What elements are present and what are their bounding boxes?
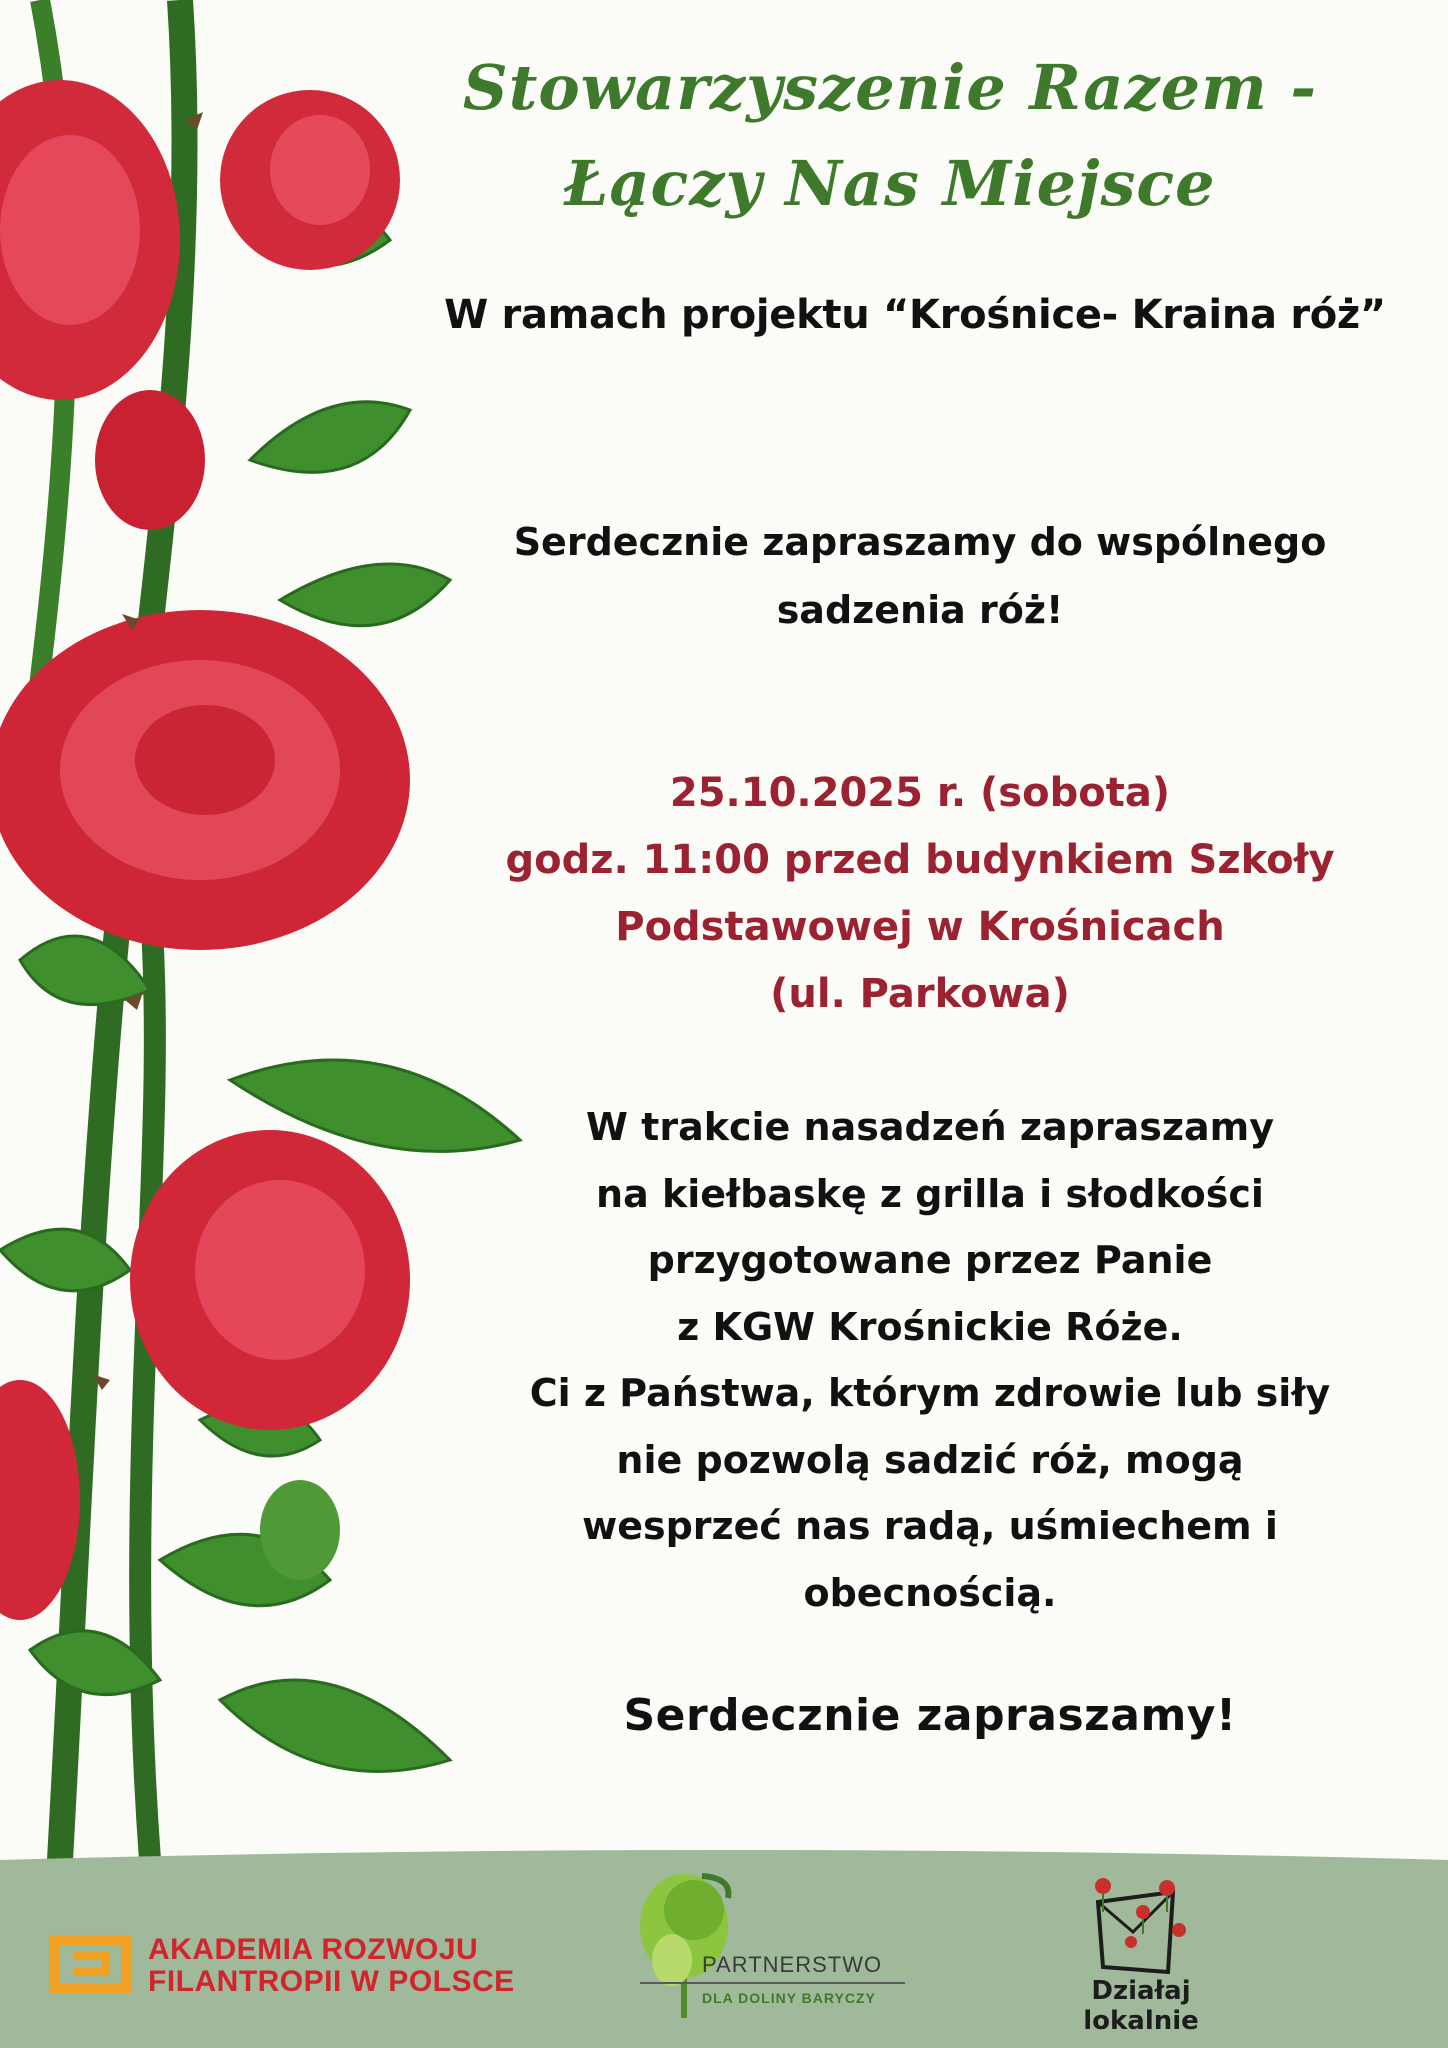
organization-title: [440, 40, 1340, 232]
sponsor-footer: [0, 1850, 1448, 2048]
info-line: nie pozwolą sadzić róż, mogą: [616, 1437, 1244, 1482]
info-line: wesprzeć nas radą, uśmiechem i: [582, 1504, 1278, 1548]
partnerstwo-divider: [640, 1982, 905, 1984]
partnerstwo-subtitle: DLA DOLINY BARYCZY: [702, 1990, 876, 2006]
arf-logo-icon: [48, 1934, 132, 1994]
info-line: Ci z Państwa, którym zdrowie lub siły: [529, 1371, 1331, 1415]
dzialaj-lokalnie-logo: [1075, 1872, 1205, 2048]
partnerstwo-name: PARTNERSTWO: [702, 1952, 883, 1977]
event-street: (ul. Parkowa): [770, 971, 1070, 1017]
dzialaj-line-2: lokalnie: [1083, 2006, 1199, 2036]
info-line: obecnością.: [803, 1570, 1057, 1615]
arf-logo: [48, 1934, 548, 2014]
invite-line-2: sadzenia róż!: [776, 588, 1064, 632]
event-details: [430, 760, 1410, 1028]
invite-line-1: Serdecznie zapraszamy do wspólnego: [513, 520, 1327, 564]
dzialaj-lokalnie-flower-icon: [1083, 1872, 1193, 1982]
event-time-place: godz. 11:00 przed budynkiem Szkoły: [505, 837, 1335, 883]
dzialaj-lokalnie-name: [1081, 1976, 1201, 2036]
info-line: na kiełbaskę z grilla i słodkości: [596, 1171, 1264, 1216]
arf-line-2: FILANTROPII W POLSCE: [148, 1965, 515, 1998]
info-paragraph: [430, 1094, 1430, 1626]
project-line: W ramach projektu “Krośnice- Kraina róż”: [444, 292, 1386, 338]
closing-invitation: Serdecznie zapraszamy!: [623, 1690, 1237, 1741]
arf-line-1: AKADEMIA ROZWOJU: [148, 1933, 479, 1966]
dzialaj-line-1: Działaj: [1091, 1976, 1191, 2006]
title-line-2: Łączy Nas Miejsce: [564, 147, 1216, 220]
invitation-text: [440, 508, 1400, 644]
info-line: z KGW Krośnickie Róże.: [677, 1304, 1183, 1349]
partnerstwo-logo: [632, 1868, 912, 2038]
event-place: Podstawowej w Krośnicach: [615, 904, 1225, 950]
info-line: przygotowane przez Panie: [647, 1238, 1213, 1282]
arf-name: [148, 1934, 515, 1998]
info-line: W trakcie nasadzeń zapraszamy: [586, 1105, 1274, 1149]
title-line-1: Stowarzyszenie Razem -: [462, 51, 1318, 124]
event-date: 25.10.2025 r. (sobota): [669, 770, 1171, 816]
